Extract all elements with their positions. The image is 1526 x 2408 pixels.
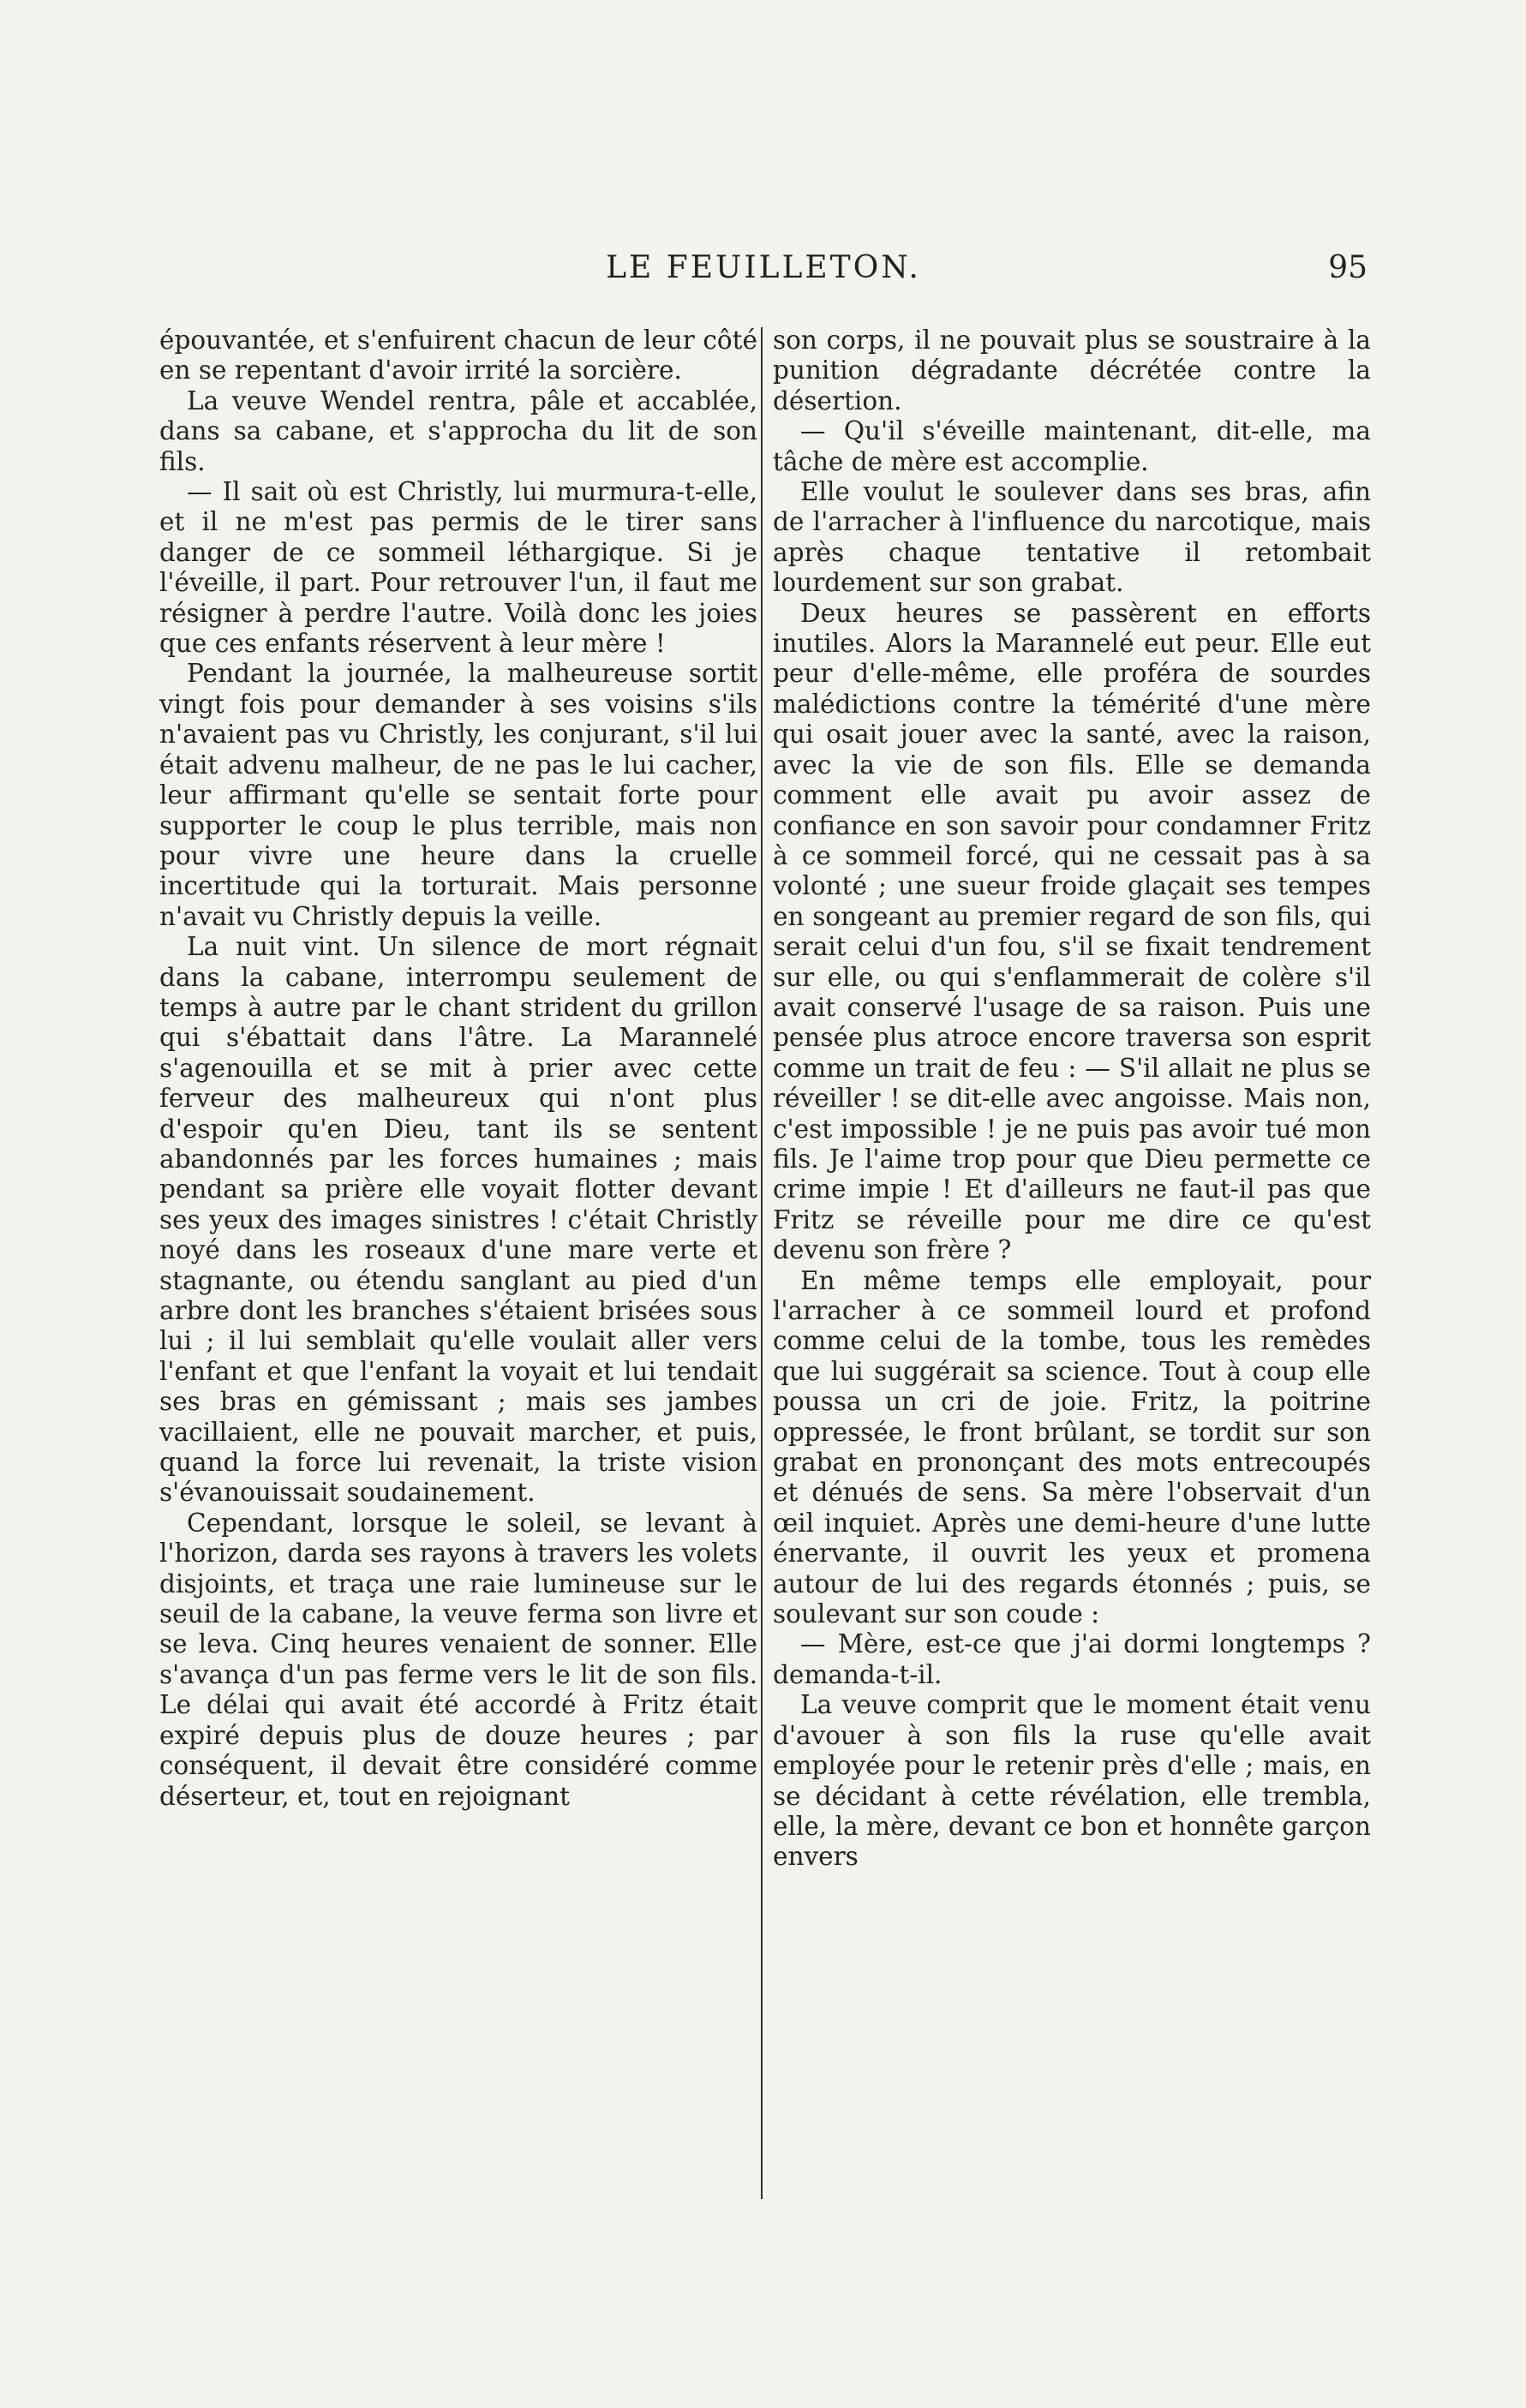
paragraph: Pendant la journée, la malheureuse sortit vingt fois pour demander à ses voisins s'ils n'avaient pas vu Christly, les conjurant, s'il lui était advenu malheur, de ne pas le lui cacher, leur affirmant qu'elle se sentait forte pour supporter le coup le plus terrible, mais non pour vivre une heure dans la cruelle incertitude qui la torturait. Mais personne n'avait vu Christly depuis la veille.: [159, 659, 757, 931]
paragraph: La veuve Wendel rentra, pâle et accablée, dans sa cabane, et s'approcha du lit de son fils.: [159, 385, 757, 476]
running-header: [159, 250, 1367, 293]
paragraph: En même temps elle employait, pour l'arracher à ce sommeil lourd et profond comme celui de la tombe, tous les remèdes que lui suggérait sa science. Tout à coup elle poussa un cri de joie. Fritz, la poitrine oppressée, le front brûlant, se tordit sur son grabat en prononçant des mots entrecoupés et dénués de sens. Sa mère l'observait d'un œil inquiet. Après une demi-heure d'une lutte énervante, il ouvrit les yeux et promena autour de lui des regards étonnés ; puis, se soulevant sur son coude :: [773, 1265, 1371, 1629]
paragraph: — Il sait où est Christly, lui murmura-t-elle, et il ne m'est pas permis de le tirer sans danger de ce sommeil léthargique. Si je l'éveille, il part. Pour retrouver l'un, il faut me résigner à perdre l'autre. Voilà donc les joies que ces enfants réservent à leur mère !: [159, 477, 757, 659]
paragraph: La nuit vint. Un silence de mort régnait dans la cabane, interrompu seulement de temps à autre par le chant strident du grillon qui s'ébattait dans l'âtre. La Marannelé s'agenouilla et se mit à prier avec cette ferveur des malheureux qui n'ont plus d'espoir qu'en Dieu, tant ils se sentent abandonnés par les forces humaines ; mais pendant sa prière elle voyait flotter devant ses yeux des images sinistres ! c'était Christly noyé dans les roseaux d'une mare verte et stagnante, ou étendu sanglant au pied d'un arbre dont les branches s'étaient brisées sous lui ; il lui semblait qu'elle voulait aller vers l'enfant et que l'enfant la voyait et lui tendait ses bras en gémissant ; mais ses jambes vacillaient, elle ne pouvait marcher, et puis, quand la force lui revenait, la triste vision s'évanouissait soudainement.: [159, 932, 757, 1508]
page-number: 95: [1328, 250, 1367, 285]
paragraph: — Qu'il s'éveille maintenant, dit-elle, ma tâche de mère est accomplie.: [773, 416, 1371, 476]
left-column: [159, 326, 757, 1812]
paragraph: Cependant, lorsque le soleil, se levant à l'horizon, darda ses rayons à travers les volets disjoints, et traça une raie lumineuse sur le seuil de la cabane, la veuve ferma son livre et se leva. Cinq heures venaient de sonner. Elle s'avança d'un pas ferme vers le lit de son fils. Le délai qui avait été accordé à Fritz était expiré depuis plus de douze heures ; par conséquent, il devait être considéré comme déserteur, et, tout en rejoignant: [159, 1508, 757, 1811]
paragraph: Deux heures se passèrent en efforts inutiles. Alors la Marannelé eut peur. Elle eut peur d'elle-même, elle proféra de sourdes malédictions contre la témérité d'une mère qui osait jouer avec la santé, avec la raison, avec la vie de son fils. Elle se demanda comment elle avait pu avoir assez de confiance en son savoir pour condamner Fritz à ce sommeil forcé, qui ne cessait pas à sa volonté ; une sueur froide glaçait ses tempes en songeant au premier regard de son fils, qui serait celui d'un fou, s'il se fixait tendrement sur elle, ou qui s'enflammerait de colère s'il avait conservé l'usage de sa raison. Puis une pensée plus atroce encore traversa son esprit comme un trait de feu : — S'il allait ne plus se réveiller ! se dit-elle avec angoisse. Mais non, c'est impossible ! je ne puis pas avoir tué mon fils. Je l'aime trop pour que Dieu permette ce crime impie ! Et d'ailleurs ne faut-il pas que Fritz se réveille pour me dire ce qu'est devenu son frère ?: [773, 598, 1371, 1265]
column-divider: [761, 327, 763, 2199]
paragraph: — Mère, est-ce que j'ai dormi longtemps ? demanda-t-il.: [773, 1629, 1371, 1689]
paragraph: La veuve comprit que le moment était venu d'avouer à son fils la ruse qu'elle avait employée pour le retenir près d'elle ; mais, en se décidant à cette révélation, elle trembla, elle, la mère, devant ce bon et honnête garçon envers: [773, 1690, 1371, 1872]
paragraph: Elle voulut le soulever dans ses bras, afin de l'arracher à l'influence du narcotique, mais après chaque tentative il retombait lourdement sur son grabat.: [773, 477, 1371, 598]
page-title: LE FEUILLETON.: [606, 250, 921, 285]
paragraph: épouvantée, et s'enfuirent chacun de leur côté en se repentant d'avoir irrité la sorcière.: [159, 326, 757, 385]
right-column: [773, 326, 1371, 1873]
paragraph: son corps, il ne pouvait plus se soustraire à la punition dégradante décrétée contre la désertion.: [773, 326, 1371, 415]
